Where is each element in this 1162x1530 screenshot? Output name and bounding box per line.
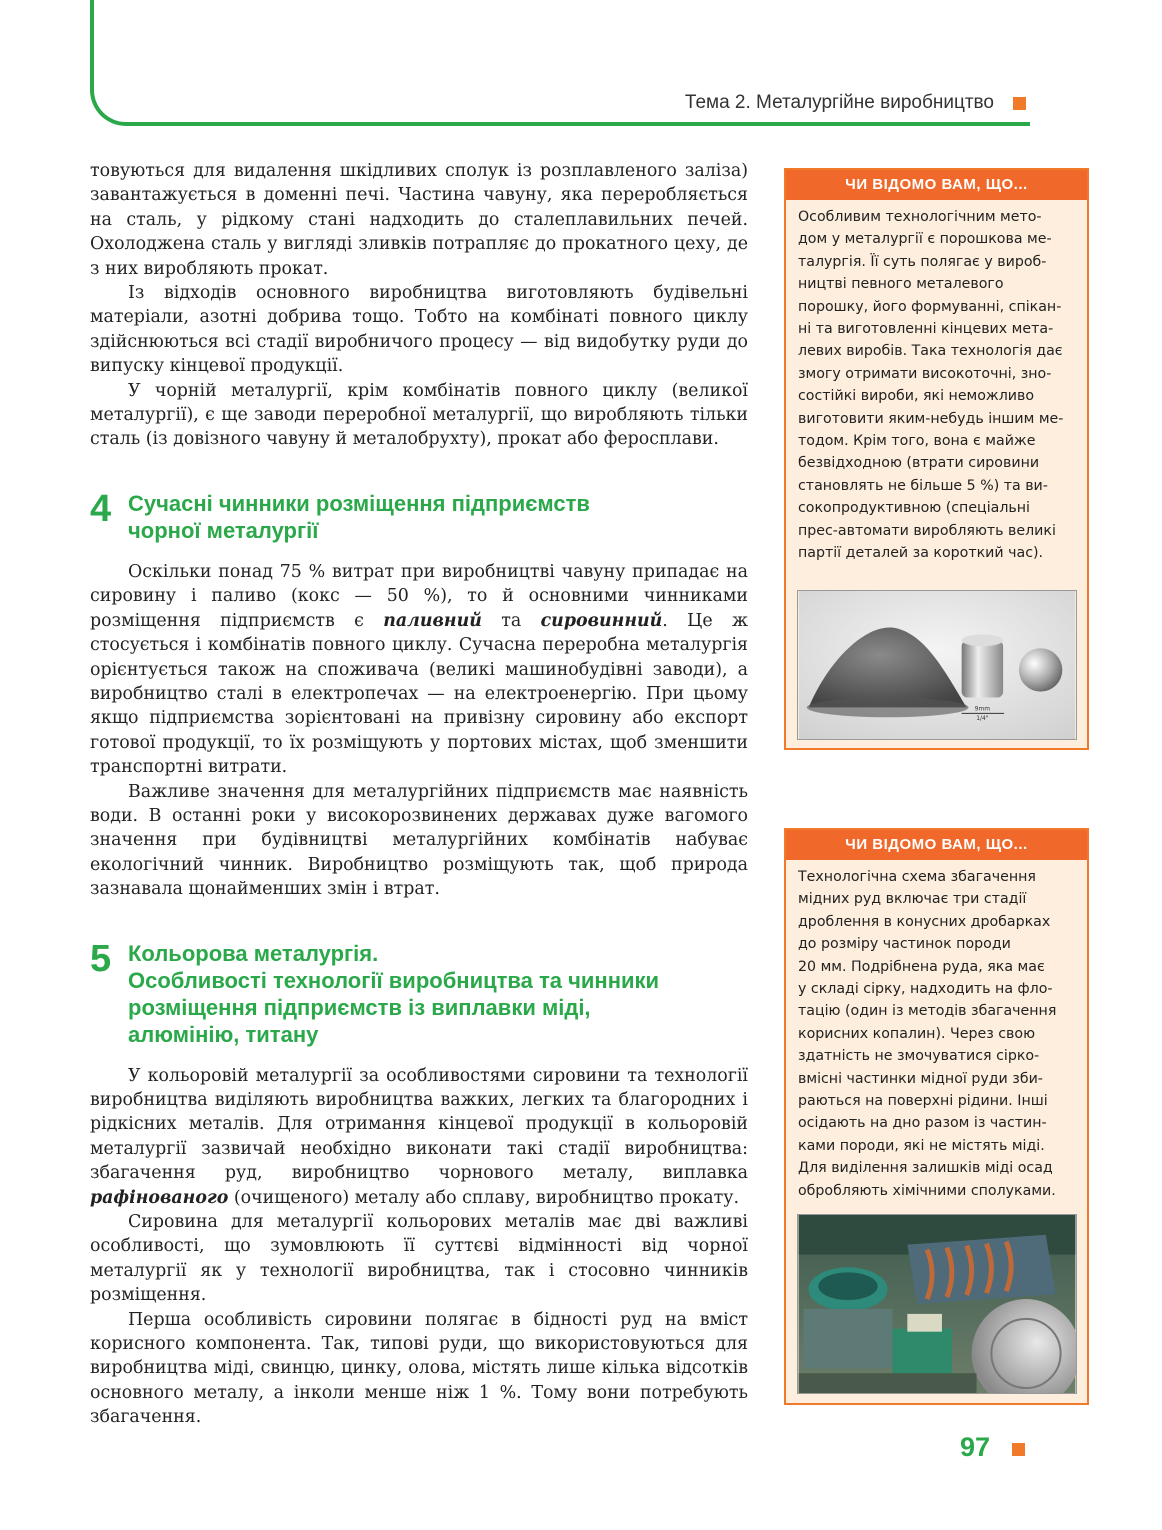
- aside-line: 20 мм. Подрібнена руда, яка має: [798, 958, 1045, 975]
- aside-line: здатність не змочуватися сірко-: [798, 1048, 1040, 1065]
- aside-text: [786, 860, 1087, 1202]
- section-title-line: алюмінію, титану: [128, 1021, 319, 1047]
- aside-line: ництві певного металевого: [798, 276, 1004, 293]
- aside-line: безвідходною (втрати сировини: [798, 455, 1040, 472]
- did-you-know-box-copper-ore: [784, 828, 1089, 1405]
- emphasized-term: паливний: [383, 610, 482, 631]
- emphasized-term: рафінованого: [90, 1187, 229, 1208]
- ore-processing-plant-photo: [797, 1214, 1077, 1394]
- aside-line: ками породи, які не містять міді.: [798, 1137, 1045, 1154]
- aside-line: осідають на дно разом із частин-: [798, 1115, 1047, 1132]
- section-title-line: розміщення підприємств із виплавки міді,: [128, 994, 591, 1020]
- section-4-heading: [90, 487, 748, 544]
- page-number: 97: [960, 1432, 991, 1462]
- metal-powder-photo: [797, 590, 1077, 740]
- section-title-line: Особливості технології виробництва та чинники: [128, 967, 660, 993]
- aside-line: порошку, його формуванні, спікан-: [798, 298, 1062, 315]
- paragraph: Із відходів основного виробництва виготовляють будівельні матеріали, азотні добрива тощо. Тобто на комбінаті повного циклу здійснюються всі стадії виробничого процесу — від видобутку руди до випуску кінцевої продукції.: [90, 283, 748, 377]
- aside-line: состійкі вироби, які неможливо: [798, 388, 1035, 405]
- aside-line: Технологічна схема збагачення: [798, 869, 1036, 885]
- aside-line: вмісні частинки мідної руди зби-: [798, 1070, 1043, 1087]
- aside-line: до розміру частинок породи: [798, 936, 1011, 953]
- paragraph: [90, 560, 748, 780]
- paragraph: Сировина для металургії кольорових металів має дві важливі особливості, що зумовлюють її суттєві відмінності від чорної металургії як у технології виробництва, так і стосовно чинників розміщення.: [90, 1212, 748, 1306]
- aside-line: дроблення в конусних дробарках: [798, 913, 1051, 930]
- running-header: Тема 2. Металургійне виробництво: [684, 92, 994, 113]
- main-text-column: [90, 159, 748, 1430]
- text-run: Оскільки понад 75 % витрат при виробництві чавуну припадає на сировину і паливо (кокс — 50 %), то й основними чинниками розміщення підприємств є: [90, 561, 748, 631]
- paragraph: [90, 1064, 748, 1210]
- aside-heading: ЧИ ВІДОМО ВАМ, ЩО...: [786, 830, 1087, 860]
- text-run: та: [501, 610, 522, 631]
- paragraph: У чорній металургії, крім комбінатів повного циклу (великої металургії), є ще заводи переробної металургії, що виробляють тільки сталь (із довізного чавуну й металобрухту), прокат або феросплави.: [90, 380, 748, 450]
- aside-line: раються на поверхні рідини. Інші: [798, 1093, 1048, 1110]
- scale-label: 1/4": [976, 716, 989, 723]
- section-title-line: чорної металургії: [128, 517, 319, 543]
- aside-text: [786, 200, 1087, 565]
- section-title-line: Сучасні чинники розміщення підприємств: [128, 490, 590, 516]
- text-run: (очищеного) металу або сплаву, виробництво прокату.: [233, 1187, 739, 1208]
- aside-line: виготовити яким-небудь іншим ме-: [798, 410, 1064, 427]
- aside-line: змогу отримати високоточні, зно-: [798, 365, 1052, 382]
- paragraph: товуються для видалення шкідливих сполук із розплавленого заліза) завантажується в доменні печі. Частина чавуну, яка переробляється на сталь, у рідкому стані надходить до сталеплавильних печей. Охолоджена сталь у вигляді зливків потрапляє до прокатного цеху, де з них виробляють прокат.: [90, 161, 748, 279]
- text-run: У кольоровій металургії за особливостями сировини та технології виробництва виділяють виробництва важких, легких та благородних і рідкісних металів. Для отримання кінцевої продукції в кольоровій металургії зазвичай необхідно виконати такі стадії виробництва: збагачення руд, виробництво чорнового металу, виплавка: [90, 1065, 748, 1184]
- aside-line: партії деталей за короткий час).: [798, 545, 1044, 562]
- aside-line: Особливим технологічним мето-: [798, 209, 1042, 225]
- aside-line: ні та виготовленні кінцевих мета-: [798, 321, 1054, 338]
- section-title: [128, 940, 659, 1048]
- header-marker-square: [1013, 97, 1026, 110]
- paragraph: Перша особливість сировини полягає в бідності руд на вміст корисного компонента. Так, типові руди, що використовуються для виробництва міді, свинцю, цинку, олова, містять лише кілька відсотків основного металу, а інколи менше ніж 1 %. Тому вони потребують збагачення.: [90, 1309, 748, 1428]
- text-run: . Це ж стосується і комбінатів повного циклу. Сучасна переробна металургія орієнтується також на споживача (великі машинобудівні заводи), а виробництво сталі в електропечах — на електроенергію. При цьому якщо підприємства зорієнтовані на привізну сировину або експорт готової продукції, то їх розміщують у портових містах, щоб зменшити транспортні витрати.: [90, 610, 748, 778]
- aside-line: сокопродуктивною (спеціальні: [798, 500, 1031, 517]
- aside-line: мідних руд включає три стадії: [798, 891, 1027, 908]
- section-title-line: Кольорова металургія.: [128, 940, 379, 966]
- aside-line: корисних копалин). Через свою: [798, 1025, 1036, 1042]
- aside-heading: ЧИ ВІДОМО ВАМ, ЩО...: [786, 170, 1087, 200]
- section-title: [128, 490, 590, 544]
- section-5-heading: [90, 937, 748, 1048]
- section-number: 4: [90, 487, 112, 530]
- paragraph: Важливе значення для металургійних підприємств має наявність води. В останні роки у високорозвинених державах дуже вагомого значення при будівництві металургійних комбінатів набуває екологічний чинник. Виробництво розміщують так, щоб природа зазнавала щонайменших змін і втрат.: [90, 781, 748, 900]
- aside-line: у складі сірку, надходить на фло-: [798, 981, 1053, 998]
- aside-line: Для виділення залишків міді осад: [798, 1160, 1053, 1177]
- aside-line: дом у металургії є порошкова ме-: [798, 231, 1052, 248]
- aside-line: прес-автомати виробляють великі: [798, 522, 1056, 539]
- aside-line: тацію (один із методів збагачення: [798, 1003, 1057, 1020]
- emphasized-term: сировинний: [540, 610, 663, 631]
- aside-line: талургія. Її суть полягає у вироб-: [798, 253, 1047, 270]
- section-number: 5: [90, 937, 112, 980]
- page-marker-square: [1012, 1443, 1025, 1456]
- aside-line: обробляють хімічними сполуками.: [798, 1182, 1056, 1199]
- scale-label: 9mm: [974, 706, 991, 713]
- did-you-know-box-powder-metallurgy: [784, 168, 1089, 750]
- aside-line: левих виробів. Така технологія дає: [798, 343, 1063, 360]
- aside-line: становлять не більше 5 %) та ви-: [798, 477, 1048, 494]
- aside-line: тодом. Крім того, вона є майже: [798, 433, 1036, 450]
